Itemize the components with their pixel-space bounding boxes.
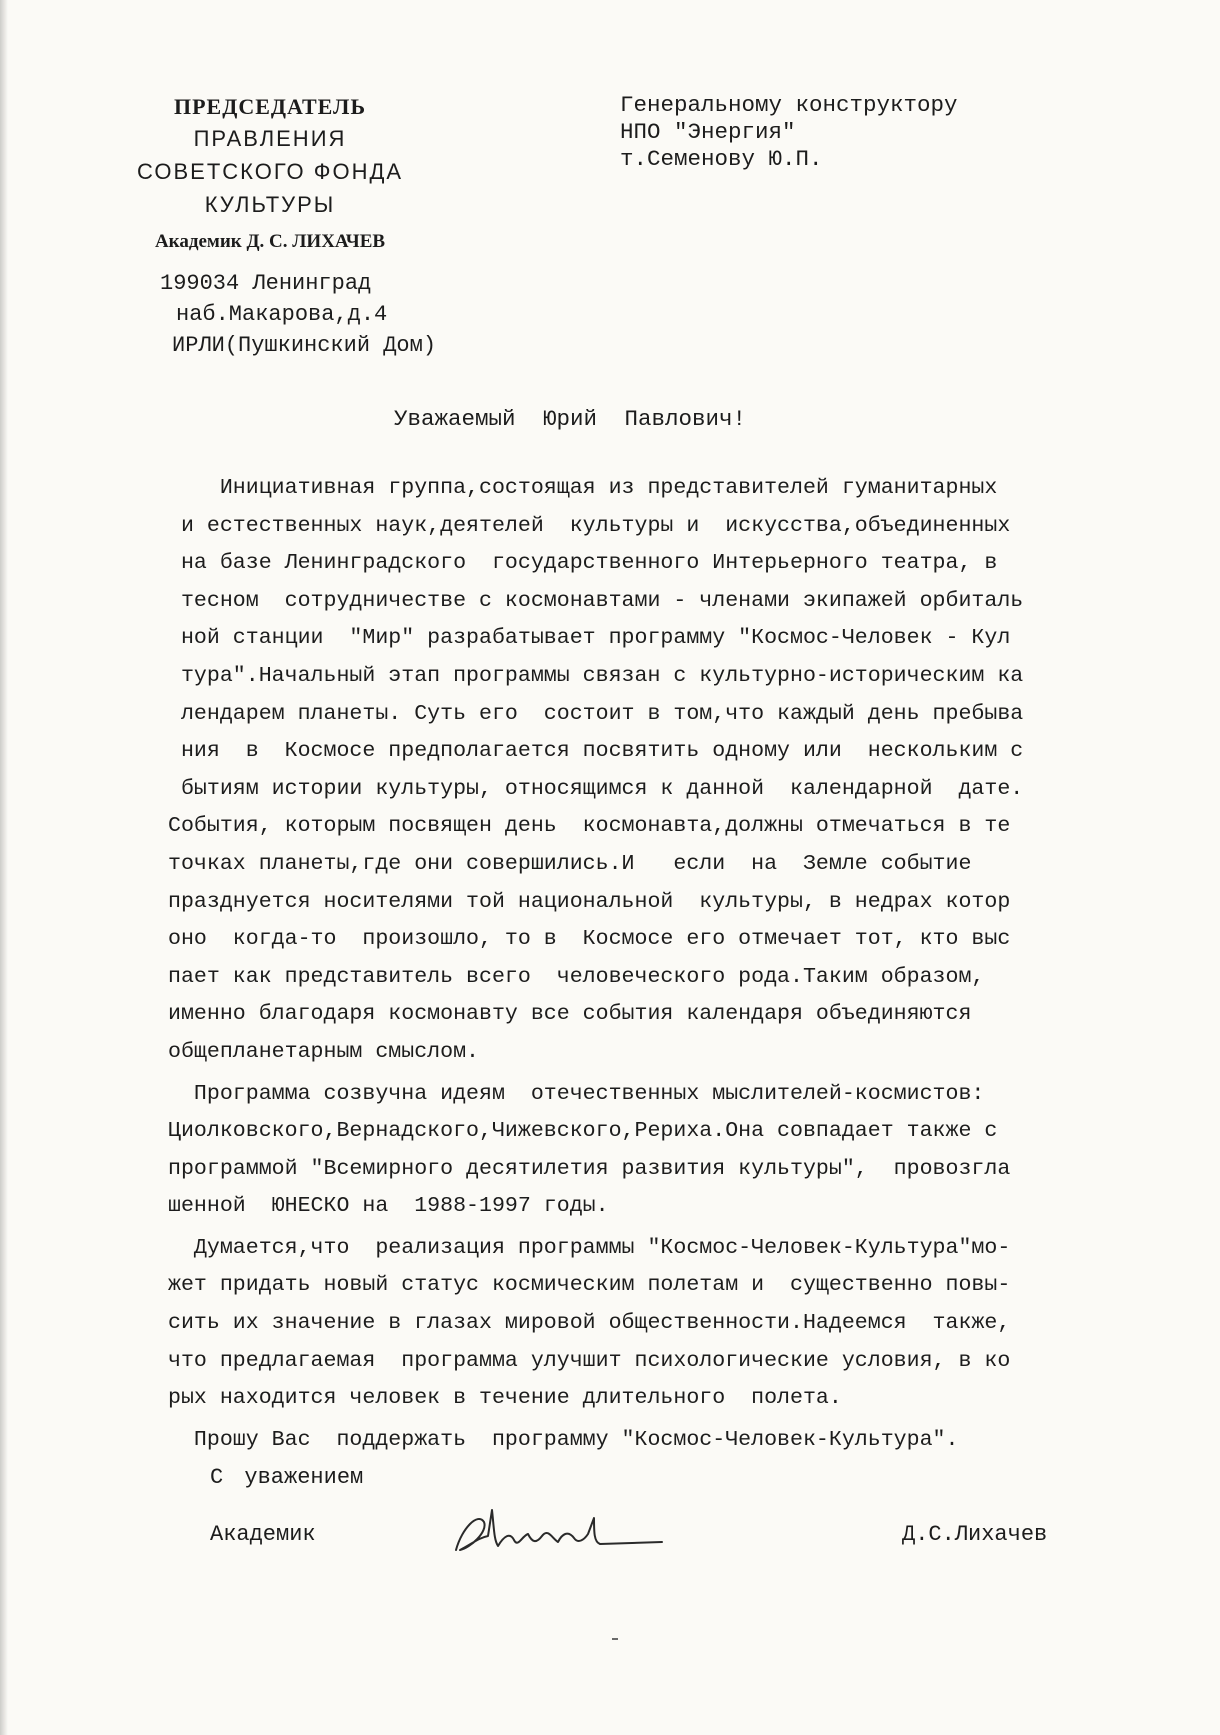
body-line: ной станции "Мир" разрабатывает программу "Космос-Человек - Кул	[168, 626, 1011, 651]
recipient-line: Генеральному конструктору	[620, 92, 958, 118]
body-line: что предлагаемая программа улучшит психологические условия, в ко	[168, 1348, 1011, 1373]
signature-title: Академик	[210, 1522, 316, 1547]
paper-speck	[612, 1638, 618, 1640]
body-line: именно благодаря космонавту все события календаря объединяются	[168, 1002, 972, 1027]
address-line: ИРЛИ(Пушкинский Дом)	[172, 333, 437, 358]
body-line: Инициативная группа,состоящая из представителей гуманитарных	[168, 476, 998, 500]
body-line: сить их значение в глазах мировой общественности.Надеемся также,	[168, 1311, 1011, 1336]
letterhead-chair: ПРЕДСЕДАТЕЛЬ	[173, 94, 366, 119]
letterhead-org-line: СОВЕТСКОГО ФОНДА	[136, 159, 404, 184]
recipient-line: НПО "Энергия"	[620, 119, 796, 145]
body-line: тесном сотрудничестве с космонавтами - членами экипажей орбиталь	[168, 588, 1024, 613]
body-line: Программа созвучна идеям отечественных мыслителей-космистов:	[168, 1081, 985, 1106]
body-line: Думается,что реализация программы "Космос-Человек-Культура"мо-	[168, 1235, 1011, 1260]
salutation: Уважаемый Юрий Павлович!	[394, 406, 747, 432]
body-line: Прошу Вас поддержать программу "Космос-Человек-Культура".	[168, 1427, 959, 1452]
recipient-line: т.Семенову Ю.П.	[620, 146, 823, 172]
body-line: лендарем планеты. Суть его состоит в том,что каждый день пребыва	[168, 701, 1024, 726]
recipient-block	[620, 92, 958, 173]
page-edge-shadow	[0, 0, 8, 1735]
letterhead-org-line: ПРАВЛЕНИЯ	[193, 126, 347, 151]
letterhead-org-line: КУЛЬТУРЫ	[204, 192, 336, 217]
body-line: События, которым посвящен день космонавта,должны отмечаться в те	[168, 814, 1011, 839]
body-line: и естественных наук,деятелей культуры и искусства,объединенных	[168, 513, 1011, 538]
body-line: оно когда-то произошло, то в Космосе его отмечает тот, кто выс	[168, 927, 1011, 952]
handwritten-signature	[448, 1498, 678, 1568]
letterhead-academician: Академик Д. С. ЛИХАЧЕВ	[154, 231, 386, 252]
body-line: пает как представитель всего человеческого рода.Таким образом,	[168, 964, 985, 989]
address-line: наб.Макарова,д.4	[176, 302, 388, 327]
signature-name: Д.С.Лихачев	[902, 1522, 1048, 1547]
body-line: общепланетарным смыслом.	[168, 1039, 480, 1064]
address-line: 199034 Ленинград	[160, 271, 372, 296]
sender-address	[160, 268, 436, 361]
letter-body	[168, 470, 1178, 1459]
body-line: на базе Ленинградского государственного Интерьерного театра, в	[168, 551, 998, 576]
body-line: программой "Всемирного десятилетия развития культуры", провозгла	[168, 1156, 1011, 1181]
letterhead	[110, 92, 430, 257]
body-line: тура".Начальный этап программы связан с культурно-историческим ка	[168, 663, 1024, 688]
body-line: жет придать новый статус космическим полетам и существенно повы-	[168, 1273, 1011, 1298]
body-line: точках планеты,где они совершились.И если на Земле событие	[168, 851, 972, 876]
closing: С уважением	[210, 1465, 364, 1490]
body-line: рых находится человек в течение длительного полета.	[168, 1386, 842, 1411]
body-line: Циолковского,Вернадского,Чижевского,Рериха.Она совпадает также с	[168, 1119, 998, 1144]
body-line: ния в Космосе предполагается посвятить одному или нескольким с	[168, 739, 1024, 764]
body-line: бытиям истории культуры, относящимся к данной календарной дате.	[168, 776, 1024, 801]
body-line: празднуется носителями той национальной культуры, в недрах котор	[168, 889, 1011, 914]
body-line: шенной ЮНЕСКО на 1988-1997 годы.	[168, 1194, 609, 1219]
